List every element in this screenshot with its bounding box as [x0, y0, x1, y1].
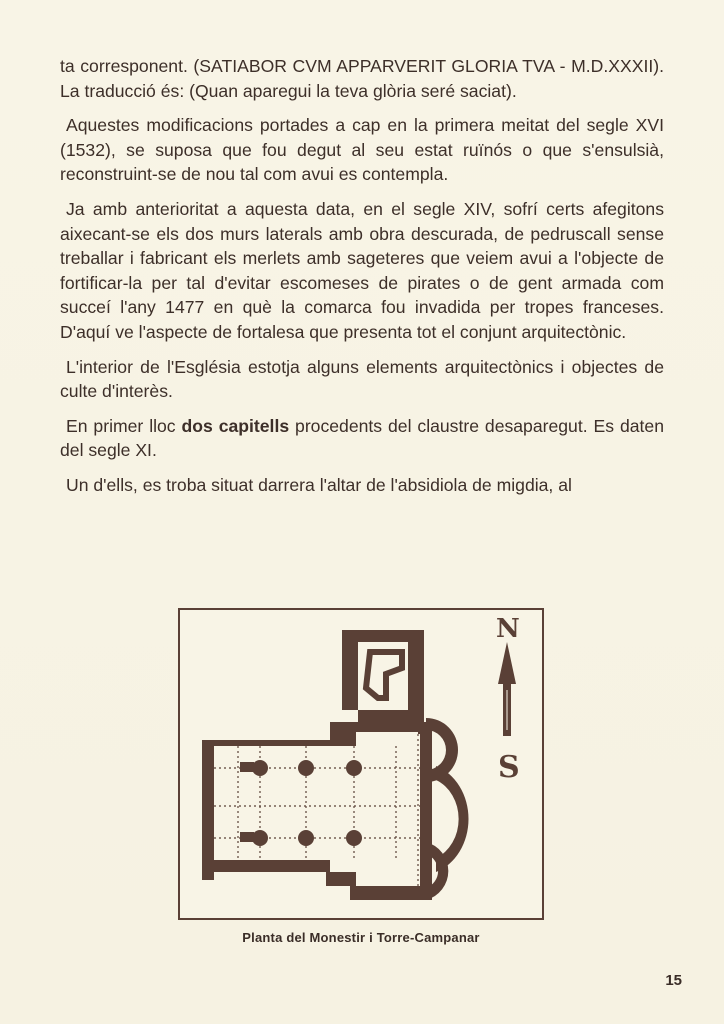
body-text [60, 54, 664, 508]
north-arrow [498, 642, 516, 736]
south-wall [202, 860, 432, 900]
paragraph-5-end: procedents del claustre desaparegut. Es daten del segle XI. [60, 415, 665, 461]
pillar [240, 832, 254, 842]
paragraph-5-start: En primer lloc [66, 415, 182, 436]
apse-wall-link [420, 730, 432, 900]
paragraph-2: Aquestes modificacions portades a cap en la primera meitat del segle XVI (1532), se suposa que fou degut al seu estat ruïnós o que s'ensulsià, reconstruint-se de nou tal com avui es contempla. [60, 115, 664, 185]
paragraph-5-bold: dos capitells [181, 415, 290, 436]
pillar [240, 762, 254, 772]
paragraph-4: L'interior de l'Església estotja alguns elements arquitectònics i objectes de culte d'interès. [60, 356, 664, 402]
north-wall [202, 710, 432, 752]
page-number: 15 [665, 972, 682, 989]
paragraph-1: ta corresponent. (SATIABOR CVM APPARVERIT GLORIA TVA - M.D.XXXII). La traducció és: (Quan aparegui la teva glòria seré saciat). [60, 56, 664, 101]
floor-plan-drawing [180, 610, 542, 918]
west-wall [202, 740, 214, 880]
north-label: N [496, 614, 520, 644]
paragraph-6: Un d'ells, es troba situat darrera l'altar de l'absidiola de migdia, al [66, 474, 572, 495]
figure-caption: Planta del Monestir i Torre-Campanar [242, 930, 480, 945]
tower-inner [366, 652, 402, 698]
south-label: S [498, 750, 520, 785]
paragraph-5 [60, 414, 664, 463]
floor-plan-figure [178, 608, 544, 920]
paragraph-3: Ja amb anterioritat a aquesta data, en el segle XIV, sofrí certs afegitons aixecant-se els dos murs laterals amb obra descurada, de pedruscall sense treballar i fabricant els merlets amb sageteres que veiem avui a l'objecte de fortificar-la per tal d'evitar escomeses de pirates o de gent armada com succeí l'any 1477 en què la comarca fou invadida per tropes franceses. D'aquí ve l'aspecte de fortalesa que presenta tot el conjunt arquitectònic. [60, 198, 664, 342]
